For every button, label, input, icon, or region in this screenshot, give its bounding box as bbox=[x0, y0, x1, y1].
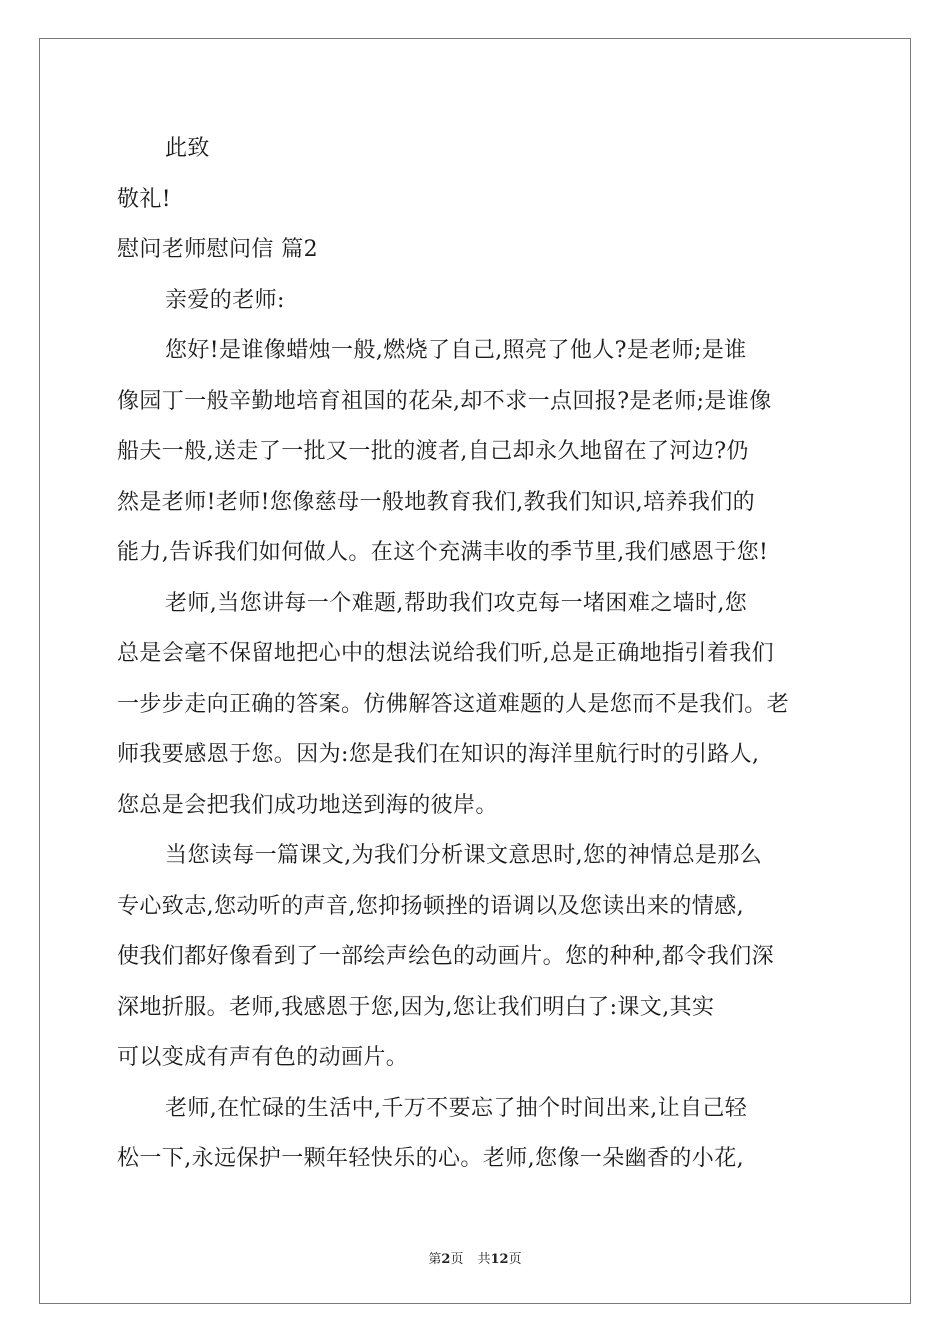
paragraph-1-line: 像园丁一般辛勤地培育祖国的花朵,却不求一点回报?是老师;是谁像 bbox=[117, 388, 772, 414]
paragraph-3-line: 可以变成有声有色的动画片。 bbox=[117, 1045, 409, 1070]
paragraph-2-line: 老师,当您讲每一个难题,帮助我们攻克每一堵困难之墙时,您 bbox=[165, 590, 748, 616]
paragraph-3-line: 专心致志,您动听的声音,您抑扬顿挫的语调以及您读出来的情感, bbox=[117, 893, 744, 919]
paragraph-1-line: 能力,告诉我们如何做人。在这个充满丰收的季节里,我们感恩于您! bbox=[117, 540, 769, 565]
footer-page-prefix: 第 bbox=[428, 1252, 442, 1267]
page-footer bbox=[0, 1248, 950, 1267]
paragraph-2-line: 师我要感恩于您。因为:您是我们在知识的海洋里航行时的引路人, bbox=[117, 742, 760, 767]
footer-total-prefix: 共 bbox=[477, 1252, 491, 1267]
paragraph-1-line: 船夫一般,送走了一批又一批的渡者,自己却永久地留在了河边?仍 bbox=[117, 439, 749, 464]
paragraph-1-line: 您好!是谁像蜡烛一般,燃烧了自己,照亮了他人?是老师;是谁 bbox=[165, 338, 747, 363]
letter-body bbox=[117, 124, 839, 1185]
paragraph-4-line: 老师,在忙碌的生活中,千万不要忘了抽个时间出来,让自己轻 bbox=[165, 1095, 748, 1121]
paragraph-2-line: 一步步走向正确的答案。仿佛解答这道难题的人是您而不是我们。老 bbox=[117, 691, 790, 717]
salutation-line: 敬礼! bbox=[117, 186, 172, 212]
footer-page-suffix: 页 bbox=[450, 1252, 464, 1267]
paragraph-3-line: 使我们都好像看到了一部绘声绘色的动画片。您的种种,都令我们深 bbox=[117, 944, 774, 969]
footer-total-pages: 12 bbox=[490, 1252, 509, 1267]
paragraph-3-line: 深地折服。老师,我感恩于您,因为,您让我们明白了:课文,其实 bbox=[117, 994, 715, 1020]
greeting-line: 亲爱的老师: bbox=[165, 287, 285, 313]
paragraph-4-line: 松一下,永远保护一颗年轻快乐的心。老师,您像一朵幽香的小花, bbox=[117, 1146, 744, 1171]
closing-line: 此致 bbox=[165, 136, 210, 161]
paragraph-2-line: 您总是会把我们成功地送到海的彼岸。 bbox=[117, 792, 498, 818]
footer-total-suffix: 页 bbox=[508, 1252, 522, 1267]
section-heading: 慰问老师慰问信 篇2 bbox=[117, 237, 318, 262]
paragraph-2-line: 总是会毫不保留地把心中的想法说给我们听,总是正确地指引着我们 bbox=[117, 641, 774, 666]
footer-page-number: 2 bbox=[441, 1252, 451, 1267]
paragraph-1-line: 然是老师!老师!您像慈母一般地教育我们,教我们知识,培养我们的 bbox=[117, 489, 756, 515]
paragraph-3-line: 当您读每一篇课文,为我们分析课文意思时,您的神情总是那么 bbox=[165, 843, 763, 868]
